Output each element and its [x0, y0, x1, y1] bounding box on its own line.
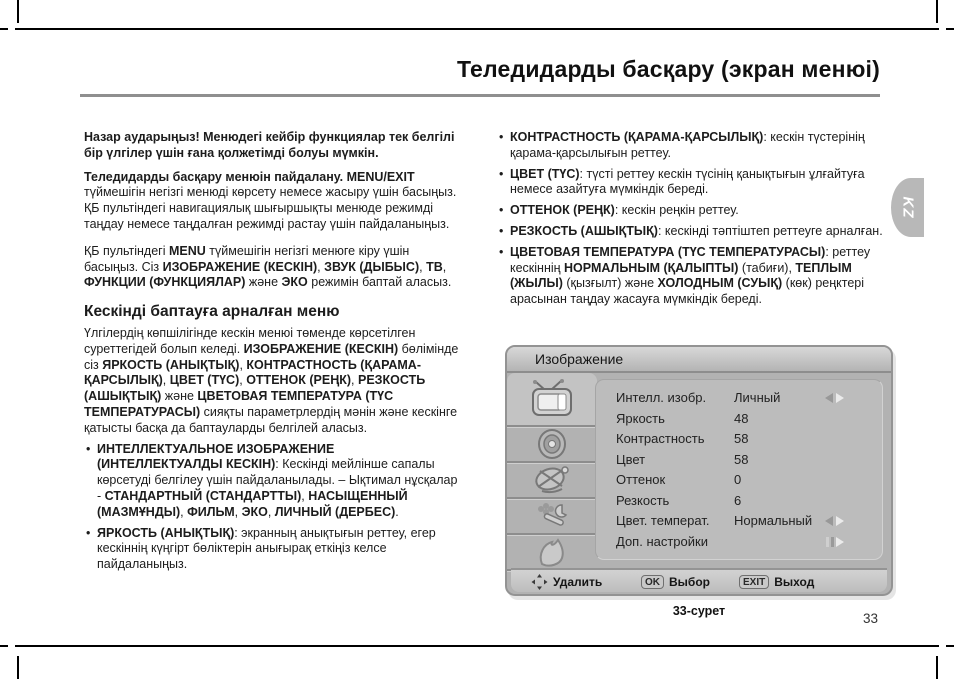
- bullet-sharpness: • РЕЗКОСТЬ (АШЫҚТЫҚ): кескінді тәптіштеп реттеуге арналған.: [497, 224, 883, 240]
- hint-label: Выход: [774, 575, 815, 589]
- crop-mark-top-right-vertical: [936, 0, 938, 23]
- section-heading: Кескінді баптауға арналған меню: [84, 303, 340, 321]
- tv-menu-hints-bar: [511, 568, 887, 592]
- sidebar-tab-picture: [507, 373, 597, 427]
- menu-row-contrast: [596, 429, 882, 450]
- menu-row-label: Цвет: [616, 451, 646, 467]
- left-right-arrows-icon: [825, 393, 844, 403]
- menu-row-sharpness: [596, 491, 882, 512]
- attention-note: Назар аударыңыз! Менюдегі кейбір функциялар тек белгілі бір үлгілер үшін ғана қолжетімді болуы мүмкін.: [84, 130, 455, 160]
- bullet-smart-picture: • ИНТЕЛЛЕКТУАЛЬНОЕ ИЗОБРАЖЕНИЕ (ИНТЕЛЛЕКТУАЛДЫ КЕСКІН): Кескінді мейлінше сапалы көрсетуді белгілеу үшін пайдаланылады. – Ықтимал нұсқалар - СТАНДАРТНЫЙ (СТАНДАРТТЫ), НАСЫЩЕННЫЙ (МАЗМҰНДЫ), ФИЛЬМ, ЭКО, ЛИЧНЫЙ (ДЕРБЕС).: [84, 442, 463, 521]
- picture-menu-paragraph: Үлгілердің көпшілігінде кескін менюі төменде көрсетілген суреттегідей болып келеді. ИЗОБРАЖЕНИЕ (КЕСКІН) бөлімінде сіз ЯРКОСТЬ (АНЫҚТЫҚ), КОНТРАСТНОСТЬ (ҚАРАМА-ҚАРСЫЛЫҚ), ЦВЕТ (ТҮС), ОТТЕНОК (РЕҢК), РЕЗКОСТЬ (АШЫҚТЫҚ) және ЦВЕТОВАЯ ТЕМПЕРАТУРА (ТҮС ТЕМПЕРАТУРАСЫ) сияқты параметрлердің мәнін және кескінге қатысты басқа да баптауларды белгілей аласыз.: [84, 325, 459, 435]
- left-column: [84, 130, 463, 573]
- menu-row-value: 0: [734, 472, 742, 487]
- menu-row-color-temperature: [596, 511, 882, 532]
- hint-exit: [739, 570, 814, 594]
- menu-row-brightness: [596, 409, 882, 430]
- menu-row-label: Оттенок: [616, 472, 666, 487]
- ok-keycap: OK: [641, 575, 664, 589]
- crop-mark-bottom-right-vertical: [936, 656, 938, 679]
- menu-row-color: [596, 450, 882, 471]
- sidebar-tab-eco: [507, 535, 597, 571]
- menu-button-paragraph: ҚБ пультіндегі MENU түймешігін негізгі менюге кіру үшін басыңыз. Сіз ИЗОБРАЖЕНИЕ (КЕСКІН), ЗВУК (ДЫБЫС), ТВ, ФУНКЦИИ (ФУНКЦИЯЛАР) және ЭКО режимін баптай аласыз.: [84, 243, 452, 290]
- menu-row-value: 48: [734, 410, 749, 426]
- tv-menu-panel: [595, 379, 883, 560]
- menu-row-label: Интелл. изобр.: [616, 390, 707, 405]
- crop-mark-top-right-dash: [946, 28, 954, 30]
- menu-row-value: Личный: [734, 390, 781, 405]
- menu-row-label: Яркость: [616, 410, 665, 426]
- crop-mark-bottom-right-dash: [946, 645, 954, 647]
- figure-caption: 33-сурет: [672, 604, 726, 618]
- bullet-color-temperature: • ЦВЕТОВАЯ ТЕМПЕРАТУРА (ТҮС ТЕМПЕРАТУРАСЫ): реттеу кескіннің НОРМАЛЬНЫМ (ҚАЛЫПТЫ) (табиғи), ТЕПЛЫМ (ЖЫЛЫ) (қызғылт) және ХОЛОДНЫМ (СУЫҚ) (көк) реңктері арасынан таңдау жасауға мүмкіндік береді.: [497, 245, 883, 308]
- bullet-tint: • ОТТЕНОК (РЕҢК): кескін реңкін реттеу.: [497, 203, 883, 219]
- language-tab: [891, 178, 924, 237]
- tv-menu-screenshot: [505, 345, 893, 596]
- sidebar-tab-settings: [507, 499, 597, 535]
- eco-icon: [534, 536, 570, 568]
- settings-icon: [532, 501, 572, 531]
- nav-pad-icon: [531, 574, 548, 590]
- menu-row-advanced-settings: [596, 532, 882, 553]
- crop-mark-top-left-vertical: [17, 0, 19, 23]
- tv-menu-body: [507, 373, 891, 596]
- tv-icon: [529, 379, 575, 419]
- sidebar-tab-channels: [507, 463, 597, 499]
- right-column: [497, 130, 883, 313]
- tv-menu-header: Изображение: [507, 347, 891, 373]
- title-divider: [80, 94, 880, 97]
- menu-row-value: 6: [734, 492, 742, 508]
- submenu-icon: [826, 537, 844, 547]
- menu-row-label: Резкость: [616, 492, 670, 508]
- menu-usage-paragraph: Теледидарды басқару менюін пайдалану. MENU/EXIT түймешігін негізгі менюді көрсету немесе жасыру үшін басыңыз. ҚБ пультіндегі навигациялық шығыршықты менюде режимді таңдау немесе таңдалған режимді растау үшін пайдаланыңыз.: [84, 169, 457, 231]
- exit-keycap: EXIT: [739, 575, 769, 589]
- bullet-brightness: • ЯРКОСТЬ (АНЫҚТЫҚ): экранның анықтығын реттеу, егер кескіннің күңгірт бөліктерін анығырақ еткіңіз келсе пайдаланыңыз.: [84, 526, 463, 573]
- page-number: 33: [862, 611, 878, 626]
- hint-navigate: [531, 570, 602, 594]
- crop-mark-bottom-left-dash: [0, 645, 8, 647]
- sidebar-tab-sound: [507, 427, 597, 463]
- sound-icon: [535, 428, 569, 460]
- menu-row-label: Контрастность: [616, 431, 705, 446]
- channels-icon: [532, 465, 572, 495]
- menu-row-value: Нормальный: [734, 513, 813, 528]
- left-right-arrows-icon: [825, 516, 844, 526]
- language-tab-label: KZ: [899, 196, 916, 219]
- bullet-contrast: • КОНТРАСТНОСТЬ (ҚАРАМА-ҚАРСЫЛЫҚ): кескін түстерінің қарама-қарсылығын реттеу.: [497, 130, 883, 162]
- menu-row-tint: [596, 470, 882, 491]
- menu-row-label: Доп. настройки: [616, 533, 708, 549]
- hint-label: Удалить: [553, 575, 603, 589]
- menu-row-value: 58: [734, 451, 749, 467]
- bullet-color: • ЦВЕТ (ТҮС): түсті реттеу кескін түсінің қанықтығын ұлғайтуға немесе азайтуға мүмкіндік береді.: [497, 167, 883, 199]
- crop-mark-top-left-dash: [0, 28, 8, 30]
- menu-row-value: 58: [734, 431, 749, 446]
- crop-mark-bottom-left-vertical: [17, 656, 19, 679]
- menu-row-label: Цвет. температ.: [616, 513, 710, 528]
- page-title: Теледидарды басқару (экран менюі): [456, 56, 880, 82]
- menu-row-smart-picture: [596, 388, 882, 409]
- crop-mark-bottom-rule: [15, 645, 939, 647]
- hint-select: [641, 570, 710, 594]
- hint-label: Выбор: [669, 575, 710, 589]
- tv-menu-sidebar: [507, 373, 597, 563]
- crop-mark-top-rule: [15, 28, 939, 30]
